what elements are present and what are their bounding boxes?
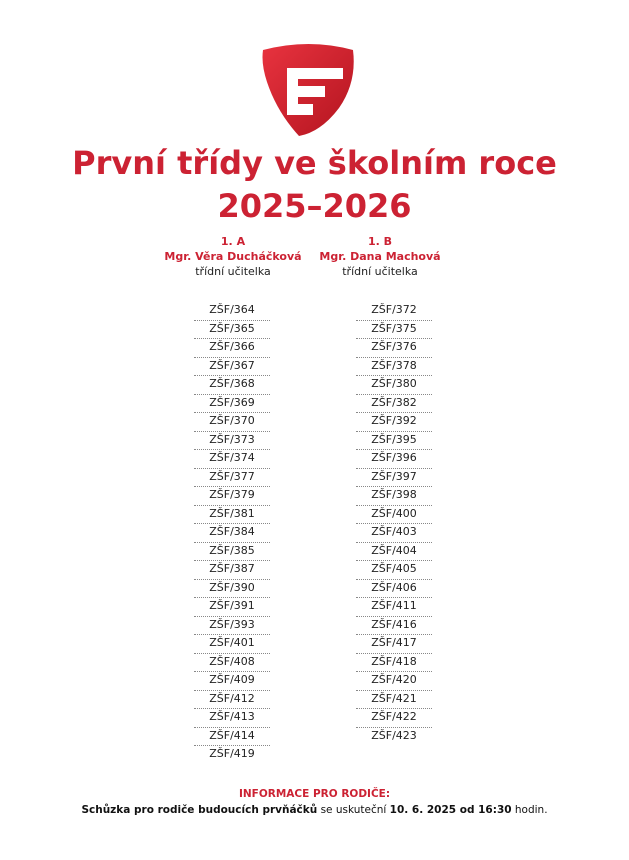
- list-item: ZŠF/416: [356, 617, 432, 636]
- info-text-bold: Schůzka pro rodiče budoucích prvňáčků: [81, 804, 318, 816]
- list-item: ZŠF/404: [356, 543, 432, 562]
- list-item: ZŠF/422: [356, 709, 432, 728]
- list-item: ZŠF/391: [194, 598, 270, 617]
- list-item: ZŠF/413: [194, 709, 270, 728]
- info-text-end: hodin.: [511, 804, 548, 816]
- teacher-role: třídní učitelka: [195, 265, 271, 278]
- list-item: ZŠF/365: [194, 321, 270, 340]
- list-item: ZŠF/382: [356, 395, 432, 414]
- list-item: ZŠF/387: [194, 561, 270, 580]
- teacher-role: třídní učitelka: [342, 265, 418, 278]
- list-item: ZŠF/390: [194, 580, 270, 599]
- list-item: ZŠF/396: [356, 450, 432, 469]
- list-item: ZŠF/420: [356, 672, 432, 691]
- list-item: ZŠF/378: [356, 358, 432, 377]
- list-item: ZŠF/369: [194, 395, 270, 414]
- list-item: ZŠF/393: [194, 617, 270, 636]
- class-header-1b: [290, 234, 470, 279]
- list-item: ZŠF/418: [356, 654, 432, 673]
- list-item: ZŠF/384: [194, 524, 270, 543]
- list-item: ZŠF/375: [356, 321, 432, 340]
- list-item: ZŠF/380: [356, 376, 432, 395]
- list-item: ZŠF/401: [194, 635, 270, 654]
- list-item: ZŠF/392: [356, 413, 432, 432]
- list-item: ZŠF/397: [356, 469, 432, 488]
- list-item: ZŠF/368: [194, 376, 270, 395]
- info-text-middle: se uskuteční: [317, 804, 390, 816]
- info-date: 10. 6. 2025 od 16:30: [389, 804, 512, 816]
- teacher-name: Mgr. Věra Ducháčková: [164, 250, 302, 263]
- list-item: ZŠF/370: [194, 413, 270, 432]
- list-item: ZŠF/400: [356, 506, 432, 525]
- list-item: ZŠF/395: [356, 432, 432, 451]
- student-list-1b: [356, 302, 432, 746]
- list-item: ZŠF/408: [194, 654, 270, 673]
- list-item: ZŠF/385: [194, 543, 270, 562]
- list-item: ZŠF/411: [356, 598, 432, 617]
- list-item: ZŠF/421: [356, 691, 432, 710]
- list-item: ZŠF/398: [356, 487, 432, 506]
- list-item: ZŠF/414: [194, 728, 270, 747]
- student-list-1a: [194, 302, 270, 765]
- teacher-name: Mgr. Dana Machová: [319, 250, 441, 263]
- list-item: ZŠF/377: [194, 469, 270, 488]
- class-name: 1. A: [220, 235, 246, 248]
- list-item: ZŠF/403: [356, 524, 432, 543]
- list-item: ZŠF/376: [356, 339, 432, 358]
- list-item: ZŠF/367: [194, 358, 270, 377]
- list-item: ZŠF/419: [209, 747, 255, 760]
- list-item: ZŠF/406: [356, 580, 432, 599]
- list-item: ZŠF/409: [194, 672, 270, 691]
- page-title-line-1: První třídy ve školním roce: [72, 144, 557, 182]
- list-item: ZŠF/372: [356, 302, 432, 321]
- class-name: 1. B: [367, 235, 393, 248]
- list-item: ZŠF/423: [371, 728, 417, 742]
- school-logo-icon: [259, 42, 357, 138]
- list-item: ZŠF/381: [194, 506, 270, 525]
- list-item: ZŠF/373: [194, 432, 270, 451]
- list-item: ZŠF/366: [194, 339, 270, 358]
- list-item: ZŠF/417: [356, 635, 432, 654]
- list-item: ZŠF/379: [194, 487, 270, 506]
- info-heading: INFORMACE PRO RODIČE:: [238, 788, 391, 800]
- list-item: ZŠF/364: [194, 302, 270, 321]
- list-item: ZŠF/405: [356, 561, 432, 580]
- list-item: ZŠF/412: [194, 691, 270, 710]
- info-text: [0, 803, 629, 817]
- list-item: ZŠF/374: [194, 450, 270, 469]
- page-title-line-2: 2025–2026: [217, 187, 412, 225]
